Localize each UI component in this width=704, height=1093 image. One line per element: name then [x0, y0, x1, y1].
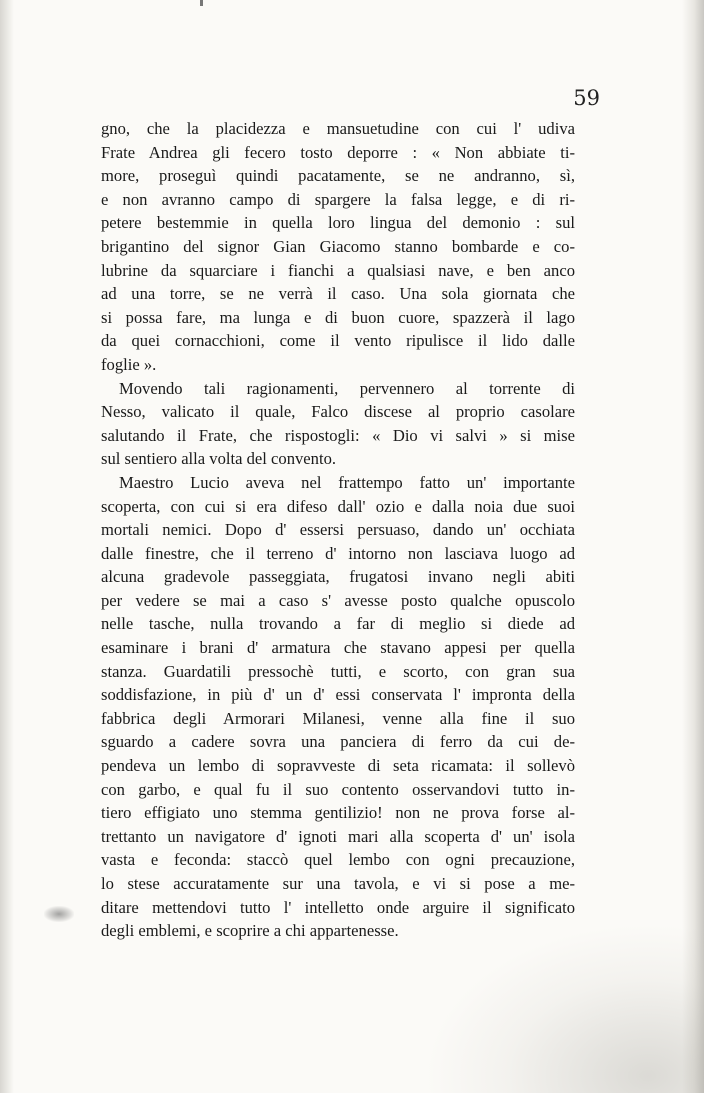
text-line: sul sentiero alla volta del convento. — [101, 449, 337, 469]
text-line: Nesso, valicato il quale, Falco discese al proprio casolare — [101, 402, 575, 422]
text-line: si possa fare, ma lunga e di buon cuore, spazzerà il lago — [101, 307, 575, 327]
text-line: mortali nemici. Dopo d' essersi persuaso, dando un' occhiata — [101, 520, 575, 540]
text-line: fabbrica degli Armorari Milanesi, venne alla fine il suo — [101, 708, 575, 728]
text-line: con garbo, e qual fu il suo contento osservandovi tutto in- — [101, 779, 575, 799]
text-line: Movendo tali ragionamenti, pervennero al torrente di — [119, 378, 575, 398]
text-line: esaminare i brani d' armatura che stavano appesi per quella — [101, 638, 575, 658]
text-line: trettanto un navigatore d' ignoti mari alla scoperta d' un' isola — [101, 826, 575, 846]
text-line: petere bestemmie in quella loro lingua del demonio : sul — [101, 213, 575, 233]
text-line: nelle tasche, nulla trovando a far di meglio si diede ad — [101, 614, 575, 634]
text-line: scoperta, con cui si era difeso dall' ozio e dalla noia due suoi — [101, 496, 575, 516]
text-line: da quei cornacchioni, come il vento ripulisce il lido dalle — [101, 331, 575, 351]
text-line: lubrine da squarciare i fianchi a qualsiasi nave, e ben anco — [101, 260, 575, 280]
text-line: ad una torre, se ne verrà il caso. Una sola giornata che — [101, 284, 575, 304]
text-line: stanza. Guardatili pressochè tutti, e scorto, con gran sua — [101, 661, 575, 681]
text-line: lo stese accuratamente sur una tavola, e vi si pose a me- — [101, 874, 575, 893]
text-line: Maestro Lucio aveva nel frattempo fatto un' importante — [119, 472, 575, 492]
text-line: salutando il Frate, che rispostogli: « Dio vi salvi » si mise — [101, 425, 575, 445]
text-line: ditare mettendovi tutto l' intelletto onde arguire il significato — [101, 897, 575, 917]
text-line: e non avranno campo di spargere la falsa legge, e di ri- — [101, 189, 575, 209]
page-number: 59 — [573, 86, 600, 110]
text-line: brigantino del signor Gian Giacomo stanno bombarde e co- — [101, 236, 575, 256]
text-line: vasta e feconda: staccò quel lembo con ogni precauzione, — [101, 850, 575, 870]
paper-stain — [424, 923, 704, 1093]
body-text — [101, 117, 575, 943]
text-line: more, proseguì quindi pacatamente, se ne andranno, sì, — [101, 166, 575, 186]
page-left-edge-shadow — [0, 0, 14, 1093]
text-line: degli emblemi, e scoprire a chi appartenesse. — [101, 921, 399, 941]
text-line: per vedere se mai a caso s' avesse posto qualche opuscolo — [101, 590, 575, 610]
text-line: pendeva un lembo di sopravveste di seta ricamata: il sollevò — [101, 756, 575, 776]
text-line: dalle finestre, che il terreno d' intorno non lasciava luogo ad — [101, 543, 575, 563]
ink-blot — [44, 906, 74, 922]
text-line: tiero effigiato uno stemma gentilizio! non ne prova forse al- — [101, 803, 575, 823]
text-line: alcuna gradevole passeggiata, frugatosi invano negli abiti — [101, 567, 575, 587]
text-line: gno, che la placidezza e mansuetudine con cui l' udiva — [101, 119, 575, 138]
text-line: Frate Andrea gli fecero tosto deporre : « Non abbiate ti- — [101, 142, 575, 162]
text-line: soddisfazione, in più d' un d' essi conservata l' impronta della — [101, 685, 575, 705]
ink-mark — [200, 0, 203, 6]
text-line: foglie ». — [101, 354, 157, 374]
text-line: sguardo a cadere sovra una panciera di ferro da cui de- — [101, 732, 575, 752]
